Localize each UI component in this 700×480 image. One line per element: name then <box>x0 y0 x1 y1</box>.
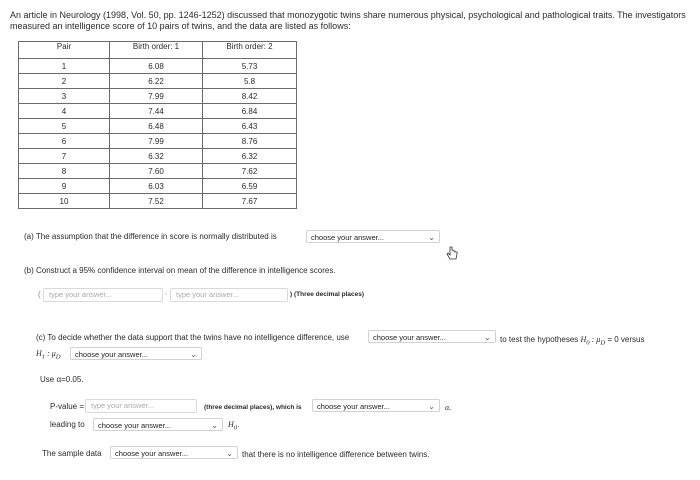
table-row <box>19 194 297 209</box>
alpha-text: Use α=0.05. <box>40 375 84 384</box>
chevron-down-icon: ⌄ <box>428 233 435 242</box>
birth-order-1-cell: 6.08 <box>110 59 203 74</box>
alternative-dropdown-value: choose your answer... <box>75 350 148 359</box>
pair-cell: 5 <box>19 119 110 134</box>
h0-end-label <box>228 420 239 432</box>
birth-order-1-cell: 7.52 <box>110 194 203 209</box>
birth-order-2-cell: 6.59 <box>203 179 297 194</box>
pvalue-decimal-note: (three decimal places), which is <box>204 404 302 411</box>
part-c-text: (c) To decide whether the data support that the twins have no intelligence difference, use <box>36 333 350 342</box>
h1-sub: 1 <box>41 353 46 361</box>
decision-dropdown-value: choose your answer... <box>98 421 171 430</box>
pair-cell: 3 <box>19 89 110 104</box>
birth-order-2-cell: 8.76 <box>203 134 297 149</box>
birth-order-2-cell: 6.84 <box>203 104 297 119</box>
table-row <box>19 164 297 179</box>
column-header-birth-order-1: Birth order: 1 <box>110 42 203 59</box>
ci-lower-input[interactable]: type your answer... <box>43 288 163 302</box>
test-type-dropdown-value: choose your answer... <box>373 333 446 342</box>
chevron-down-icon: ⌄ <box>211 421 218 430</box>
conclusion-dropdown[interactable] <box>110 446 238 459</box>
table-body <box>19 59 297 209</box>
pair-cell: 9 <box>19 179 110 194</box>
birth-order-2-cell: 7.62 <box>203 164 297 179</box>
birth-order-1-cell: 7.99 <box>110 134 203 149</box>
h1-letter: H <box>36 349 42 358</box>
h0-mu: : μ <box>589 335 601 344</box>
chevron-down-icon: ⌄ <box>226 449 233 458</box>
h1-mu: : μ <box>45 349 56 358</box>
table-row <box>19 59 297 74</box>
hand-cursor-icon <box>445 245 459 263</box>
birth-order-1-cell: 6.03 <box>110 179 203 194</box>
column-header-birth-order-2: Birth order: 2 <box>203 42 297 59</box>
decision-dropdown[interactable] <box>93 418 223 431</box>
ci-upper-input[interactable]: type your answer... <box>170 288 288 302</box>
table-row <box>19 179 297 194</box>
birth-order-1-cell: 6.22 <box>110 74 203 89</box>
h0-end-dot: . <box>237 420 240 429</box>
ci-open-paren: ( <box>38 290 41 299</box>
h0-end-sub: 0 <box>233 424 238 432</box>
birth-order-1-cell: 6.32 <box>110 149 203 164</box>
h0-symbol <box>580 335 606 347</box>
conclusion-text: that there is no intelligence difference between twins. <box>242 450 430 459</box>
pvalue-input[interactable]: type your answer... <box>85 399 197 413</box>
h0-letter: H <box>580 335 587 344</box>
table-row <box>19 134 297 149</box>
chevron-down-icon: ⌄ <box>190 350 197 359</box>
h1-mu-sub: D <box>55 353 61 361</box>
question-intro: An article in Neurology (1998, Vol. 50, pp. 1246-1252) discussed that monozygotic twins share numerous physical, psychological and pathological traits. The investigators measured an intelligence score of 10 pairs of twins, and the data are listed as follows: <box>10 10 686 31</box>
birth-order-1-cell: 6.48 <box>110 119 203 134</box>
pair-cell: 7 <box>19 149 110 164</box>
ci-separator: , <box>165 289 167 296</box>
hypotheses-label: to test the hypotheses <box>500 335 579 344</box>
pair-cell: 8 <box>19 164 110 179</box>
table-row <box>19 149 297 164</box>
normality-dropdown-value: choose your answer... <box>311 233 384 242</box>
birth-order-1-cell: 7.44 <box>110 104 203 119</box>
pvalue-compare-value: choose your answer... <box>317 402 390 411</box>
birth-order-2-cell: 8.42 <box>203 89 297 104</box>
birth-order-2-cell: 5.8 <box>203 74 297 89</box>
column-header-pair: Pair <box>19 42 110 59</box>
table-row <box>19 74 297 89</box>
test-type-dropdown[interactable] <box>368 330 496 343</box>
table-row <box>19 104 297 119</box>
birth-order-1-cell: 7.60 <box>110 164 203 179</box>
pair-cell: 1 <box>19 59 110 74</box>
h1-label <box>36 349 61 361</box>
table-row <box>19 89 297 104</box>
conclusion-dropdown-value: choose your answer... <box>115 449 188 458</box>
h0-mu-sub: D <box>600 339 606 347</box>
chevron-down-icon: ⌄ <box>428 402 435 411</box>
table-row <box>19 119 297 134</box>
alpha-symbol <box>445 403 451 412</box>
pair-cell: 10 <box>19 194 110 209</box>
h0-end-letter: H <box>228 420 234 429</box>
sample-data-label: The sample data <box>42 449 102 458</box>
birth-order-2-cell: 5.73 <box>203 59 297 74</box>
birth-order-2-cell: 6.43 <box>203 119 297 134</box>
pvalue-compare-dropdown[interactable] <box>312 399 440 412</box>
twins-data-table <box>18 41 297 209</box>
part-b-text: (b) Construct a 95% confidence interval on mean of the difference in intelligence scores. <box>24 266 336 275</box>
pair-cell: 4 <box>19 104 110 119</box>
alternative-hypothesis-dropdown[interactable] <box>70 347 202 360</box>
pvalue-label: P-value = <box>50 402 85 411</box>
leading-to-label: leading to <box>50 420 85 429</box>
birth-order-2-cell: 7.67 <box>203 194 297 209</box>
pair-cell: 2 <box>19 74 110 89</box>
hypotheses-text <box>500 335 644 347</box>
chevron-down-icon: ⌄ <box>484 333 491 342</box>
h0-sub: 0 <box>586 339 590 347</box>
ci-decimal-note: ) (Three decimal places) <box>290 291 365 298</box>
pair-cell: 6 <box>19 134 110 149</box>
alpha-text-symbol: α. <box>445 403 452 412</box>
h0-equals: = 0 versus <box>605 335 645 344</box>
normality-dropdown[interactable] <box>306 230 440 243</box>
birth-order-2-cell: 6.32 <box>203 149 297 164</box>
birth-order-1-cell: 7.99 <box>110 89 203 104</box>
part-a-text: (a) The assumption that the difference in score is normally distributed is <box>24 232 277 241</box>
